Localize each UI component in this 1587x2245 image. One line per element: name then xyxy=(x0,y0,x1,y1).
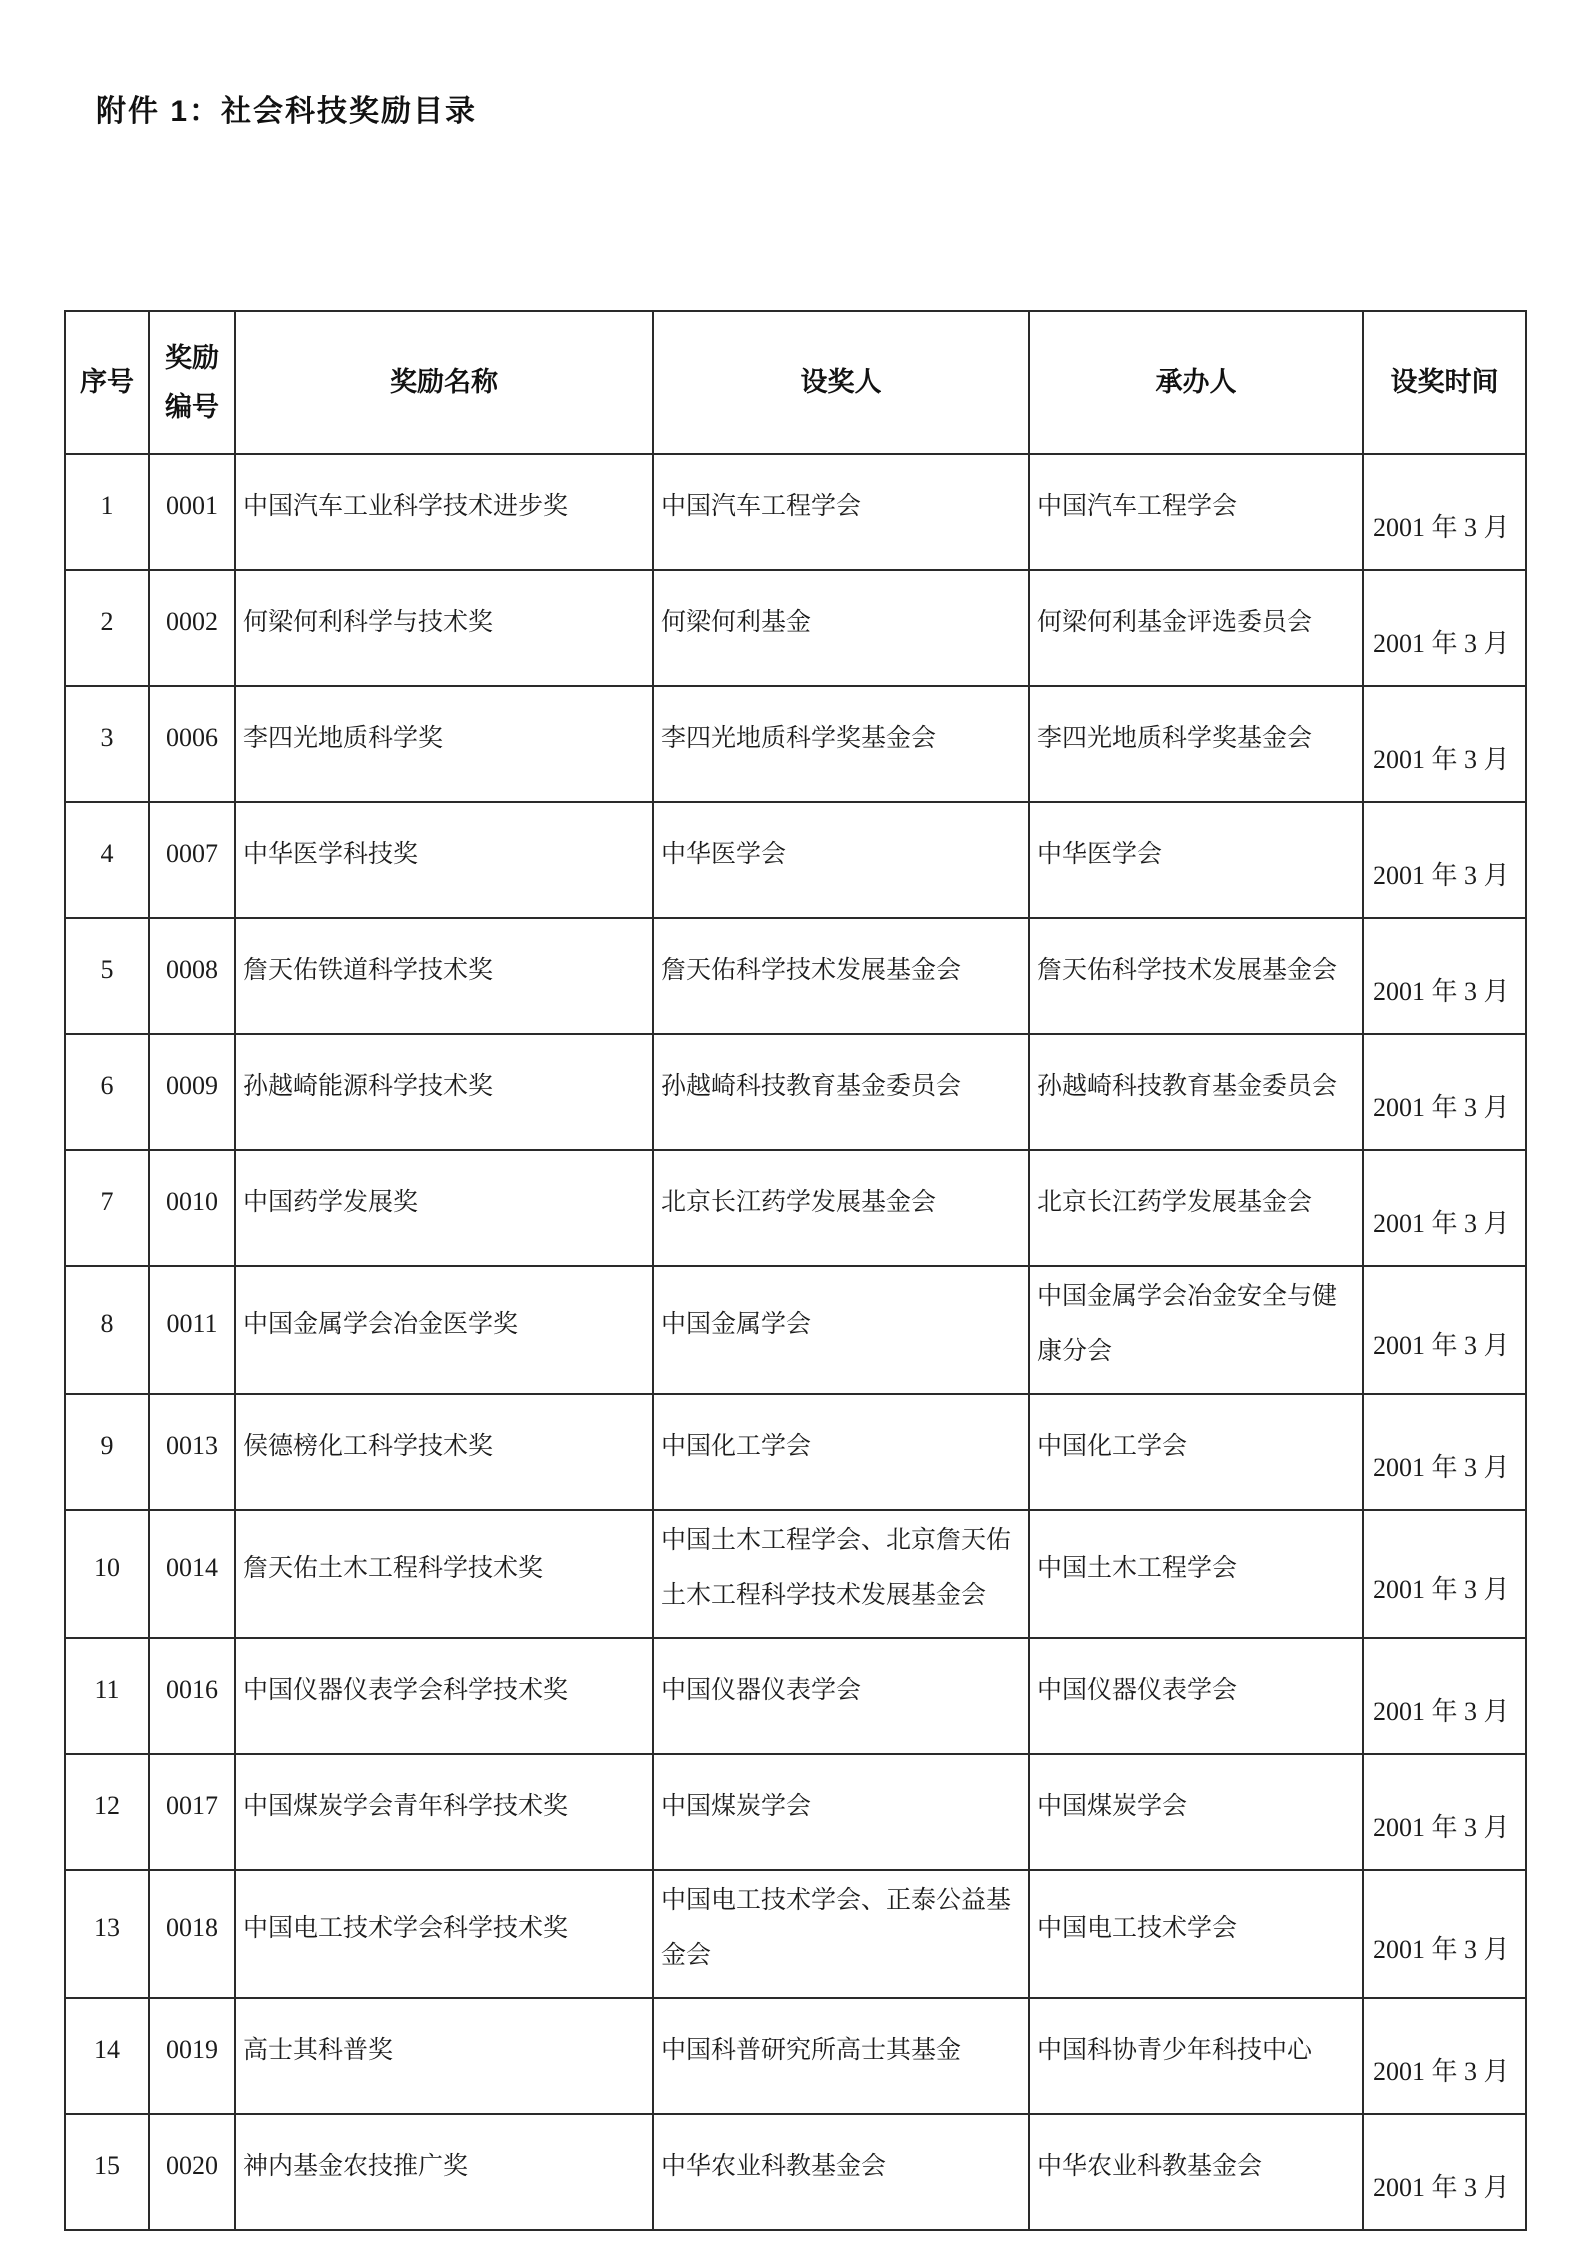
cell-award-name: 中国煤炭学会青年科学技术奖 xyxy=(235,1754,653,1870)
cell-organizer: 中国土木工程学会 xyxy=(1029,1510,1363,1638)
date-text: 2001 年 3 月 xyxy=(1373,2056,1510,2086)
cell-award-code: 0001 xyxy=(149,454,235,570)
table-row xyxy=(65,1998,1526,2114)
award-table xyxy=(64,310,1527,2231)
cell-award-name: 中华医学科技奖 xyxy=(235,802,653,918)
cell-founder: 中国科普研究所高士其基金 xyxy=(653,1998,1029,2114)
cell-award-code: 0016 xyxy=(149,1638,235,1754)
table-row xyxy=(65,1870,1526,1998)
cell-date xyxy=(1363,1266,1526,1394)
cell-award-code: 0008 xyxy=(149,918,235,1034)
cell-date xyxy=(1363,2114,1526,2230)
cell-date xyxy=(1363,570,1526,686)
header-name: 奖励名称 xyxy=(235,311,653,454)
cell-award-name: 李四光地质科学奖 xyxy=(235,686,653,802)
cell-award-name: 神内基金农技推广奖 xyxy=(235,2114,653,2230)
header-row xyxy=(65,311,1526,454)
header-index: 序号 xyxy=(65,311,149,454)
cell-award-code: 0009 xyxy=(149,1034,235,1150)
cell-date xyxy=(1363,802,1526,918)
table-row xyxy=(65,1754,1526,1870)
date-text: 2001 年 3 月 xyxy=(1373,1696,1510,1726)
cell-founder: 何梁何利基金 xyxy=(653,570,1029,686)
cell-organizer: 中国金属学会冶金安全与健康分会 xyxy=(1029,1266,1363,1394)
cell-award-code: 0017 xyxy=(149,1754,235,1870)
cell-index: 8 xyxy=(65,1266,149,1394)
cell-founder: 中国仪器仪表学会 xyxy=(653,1638,1029,1754)
cell-award-name: 何梁何利科学与技术奖 xyxy=(235,570,653,686)
cell-award-code: 0011 xyxy=(149,1266,235,1394)
cell-award-name: 中国汽车工业科学技术进步奖 xyxy=(235,454,653,570)
cell-award-code: 0010 xyxy=(149,1150,235,1266)
cell-organizer: 何梁何利基金评选委员会 xyxy=(1029,570,1363,686)
award-table-header xyxy=(65,311,1526,454)
table-row xyxy=(65,2114,1526,2230)
cell-organizer: 孙越崎科技教育基金委员会 xyxy=(1029,1034,1363,1150)
cell-founder: 北京长江药学发展基金会 xyxy=(653,1150,1029,1266)
cell-founder: 中国汽车工程学会 xyxy=(653,454,1029,570)
cell-founder: 中国煤炭学会 xyxy=(653,1754,1029,1870)
cell-index: 3 xyxy=(65,686,149,802)
cell-date xyxy=(1363,1034,1526,1150)
cell-award-name: 中国仪器仪表学会科学技术奖 xyxy=(235,1638,653,1754)
cell-organizer: 李四光地质科学奖基金会 xyxy=(1029,686,1363,802)
cell-organizer: 中国电工技术学会 xyxy=(1029,1870,1363,1998)
table-row xyxy=(65,570,1526,686)
cell-date xyxy=(1363,1394,1526,1510)
cell-founder: 中国土木工程学会、北京詹天佑土木工程科学技术发展基金会 xyxy=(653,1510,1029,1638)
cell-index: 7 xyxy=(65,1150,149,1266)
table-row xyxy=(65,1394,1526,1510)
cell-date xyxy=(1363,1510,1526,1638)
cell-organizer: 北京长江药学发展基金会 xyxy=(1029,1150,1363,1266)
cell-founder: 中国化工学会 xyxy=(653,1394,1029,1510)
cell-index: 15 xyxy=(65,2114,149,2230)
cell-founder: 中华医学会 xyxy=(653,802,1029,918)
cell-date xyxy=(1363,918,1526,1034)
award-table-body xyxy=(65,454,1526,2230)
cell-index: 14 xyxy=(65,1998,149,2114)
cell-founder: 孙越崎科技教育基金委员会 xyxy=(653,1034,1029,1150)
cell-award-code: 0007 xyxy=(149,802,235,918)
table-row xyxy=(65,918,1526,1034)
header-date: 设奖时间 xyxy=(1363,311,1526,454)
table-row xyxy=(65,686,1526,802)
cell-award-name: 中国药学发展奖 xyxy=(235,1150,653,1266)
date-text: 2001 年 3 月 xyxy=(1373,1452,1510,1482)
cell-index: 12 xyxy=(65,1754,149,1870)
cell-organizer: 中国仪器仪表学会 xyxy=(1029,1638,1363,1754)
cell-award-code: 0006 xyxy=(149,686,235,802)
cell-award-name: 詹天佑铁道科学技术奖 xyxy=(235,918,653,1034)
cell-index: 5 xyxy=(65,918,149,1034)
cell-award-name: 孙越崎能源科学技术奖 xyxy=(235,1034,653,1150)
cell-award-name: 中国电工技术学会科学技术奖 xyxy=(235,1870,653,1998)
cell-founder: 中国电工技术学会、正泰公益基金会 xyxy=(653,1870,1029,1998)
cell-award-name: 侯德榜化工科学技术奖 xyxy=(235,1394,653,1510)
table-row xyxy=(65,454,1526,570)
table-row xyxy=(65,1510,1526,1638)
cell-index: 10 xyxy=(65,1510,149,1638)
cell-organizer: 中国化工学会 xyxy=(1029,1394,1363,1510)
cell-index: 4 xyxy=(65,802,149,918)
cell-organizer: 中国汽车工程学会 xyxy=(1029,454,1363,570)
cell-award-code: 0014 xyxy=(149,1510,235,1638)
cell-date xyxy=(1363,1638,1526,1754)
cell-award-code: 0002 xyxy=(149,570,235,686)
date-text: 2001 年 3 月 xyxy=(1373,1208,1510,1238)
date-text: 2001 年 3 月 xyxy=(1373,1092,1510,1122)
cell-organizer: 中华农业科教基金会 xyxy=(1029,2114,1363,2230)
date-text: 2001 年 3 月 xyxy=(1373,2172,1510,2202)
cell-founder: 中华农业科教基金会 xyxy=(653,2114,1029,2230)
cell-index: 1 xyxy=(65,454,149,570)
cell-founder: 李四光地质科学奖基金会 xyxy=(653,686,1029,802)
date-text: 2001 年 3 月 xyxy=(1373,1574,1510,1604)
cell-founder: 中国金属学会 xyxy=(653,1266,1029,1394)
cell-index: 11 xyxy=(65,1638,149,1754)
cell-founder: 詹天佑科学技术发展基金会 xyxy=(653,918,1029,1034)
cell-organizer: 中国科协青少年科技中心 xyxy=(1029,1998,1363,2114)
date-text: 2001 年 3 月 xyxy=(1373,1934,1510,1964)
cell-date xyxy=(1363,454,1526,570)
cell-award-name: 中国金属学会冶金医学奖 xyxy=(235,1266,653,1394)
cell-organizer: 中华医学会 xyxy=(1029,802,1363,918)
cell-date xyxy=(1363,1998,1526,2114)
date-text: 2001 年 3 月 xyxy=(1373,976,1510,1006)
table-row xyxy=(65,1150,1526,1266)
cell-organizer: 中国煤炭学会 xyxy=(1029,1754,1363,1870)
cell-award-code: 0019 xyxy=(149,1998,235,2114)
date-text: 2001 年 3 月 xyxy=(1373,1330,1510,1360)
date-text: 2001 年 3 月 xyxy=(1373,1812,1510,1842)
cell-award-name: 詹天佑土木工程科学技术奖 xyxy=(235,1510,653,1638)
date-text: 2001 年 3 月 xyxy=(1373,512,1510,542)
date-text: 2001 年 3 月 xyxy=(1373,628,1510,658)
page-title: 附件 1：社会科技奖励目录 xyxy=(96,95,478,128)
cell-index: 9 xyxy=(65,1394,149,1510)
cell-index: 2 xyxy=(65,570,149,686)
table-row xyxy=(65,802,1526,918)
cell-date xyxy=(1363,1870,1526,1998)
cell-date xyxy=(1363,686,1526,802)
table-row xyxy=(65,1638,1526,1754)
header-organizer: 承办人 xyxy=(1029,311,1363,454)
header-founder: 设奖人 xyxy=(653,311,1029,454)
cell-award-name: 高士其科普奖 xyxy=(235,1998,653,2114)
cell-date xyxy=(1363,1150,1526,1266)
date-text: 2001 年 3 月 xyxy=(1373,860,1510,890)
cell-index: 13 xyxy=(65,1870,149,1998)
cell-award-code: 0018 xyxy=(149,1870,235,1998)
cell-date xyxy=(1363,1754,1526,1870)
cell-award-code: 0013 xyxy=(149,1394,235,1510)
cell-index: 6 xyxy=(65,1034,149,1150)
cell-award-code: 0020 xyxy=(149,2114,235,2230)
header-code: 奖励编号 xyxy=(149,311,235,454)
table-row xyxy=(65,1266,1526,1394)
cell-organizer: 詹天佑科学技术发展基金会 xyxy=(1029,918,1363,1034)
date-text: 2001 年 3 月 xyxy=(1373,744,1510,774)
table-row xyxy=(65,1034,1526,1150)
